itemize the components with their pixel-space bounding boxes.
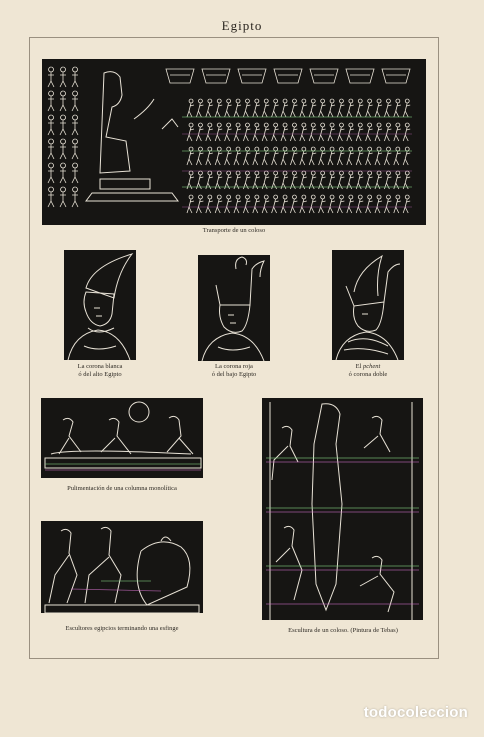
- hauler-figure: [196, 147, 203, 165]
- boat-figure: [238, 69, 266, 83]
- attendant-figure: [72, 187, 78, 207]
- hauler-figure: [187, 123, 194, 141]
- hauler-figure: [366, 123, 373, 141]
- double-crown-engraving: [332, 250, 404, 360]
- hauler-figure: [347, 147, 354, 165]
- attendant-figure: [60, 91, 66, 111]
- attendant-figure: [48, 115, 54, 135]
- hauler-figure: [234, 123, 241, 141]
- white-crown-engraving: [64, 250, 136, 360]
- caption-white-crown-line2: ó del alto Egipto: [78, 371, 122, 378]
- page-title: Egipto: [221, 18, 263, 33]
- colossus-transport-engraving: [42, 59, 426, 225]
- hauler-figure: [187, 99, 194, 117]
- hauler-figure: [272, 195, 279, 213]
- hauler-figure: [281, 147, 288, 165]
- hauler-figure: [356, 147, 363, 165]
- hauler-figure: [196, 99, 203, 117]
- hauler-figure: [319, 171, 326, 189]
- hauler-figure: [290, 147, 297, 165]
- hauler-figure: [328, 99, 335, 117]
- hauler-figure: [253, 195, 260, 213]
- hauler-figure: [281, 171, 288, 189]
- hauler-figure: [243, 171, 250, 189]
- hauler-figure: [215, 147, 222, 165]
- caption-red-crown: [186, 363, 282, 379]
- hauler-figure: [187, 171, 194, 189]
- hauler-figure: [394, 99, 401, 117]
- boat-figure: [310, 69, 338, 83]
- hauler-figure: [187, 147, 194, 165]
- hauler-figure: [206, 123, 213, 141]
- attendant-figure: [60, 115, 66, 135]
- hauler-figure: [253, 123, 260, 141]
- hauler-figure: [196, 123, 203, 141]
- hauler-figure: [225, 195, 232, 213]
- attendant-figure: [48, 67, 54, 87]
- hauler-figure: [206, 147, 213, 165]
- sphinx-engraving: [41, 521, 203, 613]
- hauler-figure: [243, 195, 250, 213]
- hauler-figure: [366, 99, 373, 117]
- attendant-figure: [72, 115, 78, 135]
- hauler-figure: [347, 99, 354, 117]
- attendant-figure: [72, 139, 78, 159]
- hauler-figure: [384, 99, 391, 117]
- hauler-figure: [328, 195, 335, 213]
- hauler-figure: [290, 123, 297, 141]
- hauler-figure: [272, 171, 279, 189]
- hauler-figure: [234, 99, 241, 117]
- caption-double-crown-article: El: [355, 363, 364, 370]
- hauler-figure: [347, 171, 354, 189]
- hauler-figure: [243, 123, 250, 141]
- hauler-figure: [328, 147, 335, 165]
- hauler-figure: [337, 171, 344, 189]
- caption-red-crown-line1: La corona roja: [215, 363, 253, 370]
- hauler-figure: [290, 195, 297, 213]
- boat-figure: [274, 69, 302, 83]
- hauler-figure: [253, 99, 260, 117]
- hauler-figure: [319, 99, 326, 117]
- hauler-figure: [300, 195, 307, 213]
- hauler-figure: [356, 195, 363, 213]
- hauler-figure: [384, 147, 391, 165]
- hauler-figure: [356, 171, 363, 189]
- caption-double-crown: [320, 363, 416, 379]
- hauler-figure: [319, 195, 326, 213]
- hauler-figure: [253, 147, 260, 165]
- caption-white-crown-line1: La corona blanca: [77, 363, 123, 370]
- caption-white-crown: [52, 363, 148, 379]
- hauler-figure: [309, 99, 316, 117]
- hauler-figure: [281, 123, 288, 141]
- hauler-figure: [337, 99, 344, 117]
- hauler-figure: [403, 195, 410, 213]
- attendant-figure: [48, 139, 54, 159]
- hauler-figure: [225, 171, 232, 189]
- hauler-figure: [206, 171, 213, 189]
- hauler-figure: [375, 123, 382, 141]
- hauler-figure: [253, 171, 260, 189]
- hauler-figure: [262, 147, 269, 165]
- hauler-figure: [375, 147, 382, 165]
- hauler-figure: [394, 147, 401, 165]
- hauler-figure: [384, 123, 391, 141]
- hauler-figure: [225, 123, 232, 141]
- hauler-figure: [215, 195, 222, 213]
- hauler-figure: [328, 171, 335, 189]
- attendant-figure: [60, 67, 66, 87]
- caption-double-crown-line2: ó corona doble: [348, 371, 388, 378]
- hauler-figure: [206, 195, 213, 213]
- caption-red-crown-line2: ó del bajo Egipto: [211, 371, 257, 378]
- hauler-figure: [272, 123, 279, 141]
- attendant-figure: [48, 163, 54, 183]
- hauler-figure: [309, 123, 316, 141]
- attendant-figure: [48, 91, 54, 111]
- hauler-figure: [225, 99, 232, 117]
- hauler-figure: [347, 195, 354, 213]
- caption-colossus: Escultura de un coloso. (Pintura de Tebas): [288, 627, 398, 634]
- hauler-figure: [366, 171, 373, 189]
- hauler-figure: [243, 99, 250, 117]
- hauler-figure: [384, 195, 391, 213]
- hauler-figure: [403, 147, 410, 165]
- hauler-figure: [337, 147, 344, 165]
- caption-sphinx: Escultores egipcios terminando una esfinge: [65, 625, 179, 632]
- caption-transport: Transporte de un coloso: [202, 227, 266, 234]
- caption-column: Pulimentación de una columna monolítica: [67, 485, 177, 492]
- attendant-figure: [72, 91, 78, 111]
- hauler-figure: [337, 123, 344, 141]
- hauler-figure: [243, 147, 250, 165]
- hauler-figure: [375, 195, 382, 213]
- hauler-figure: [394, 123, 401, 141]
- hauler-figure: [290, 99, 297, 117]
- hauler-figure: [281, 195, 288, 213]
- hauler-figure: [300, 171, 307, 189]
- attendant-figure: [72, 163, 78, 183]
- hauler-figure: [281, 99, 288, 117]
- hauler-figure: [300, 147, 307, 165]
- hauler-figure: [262, 195, 269, 213]
- hauler-figure: [234, 147, 241, 165]
- hauler-figure: [300, 123, 307, 141]
- hauler-figure: [300, 99, 307, 117]
- hauler-figure: [215, 171, 222, 189]
- hauler-figure: [206, 99, 213, 117]
- hauler-figure: [225, 147, 232, 165]
- boat-figure: [382, 69, 410, 83]
- hauler-figure: [328, 123, 335, 141]
- watermark: todocoleccion: [363, 704, 468, 721]
- hauler-figure: [309, 195, 316, 213]
- hauler-figure: [366, 147, 373, 165]
- boat-figure: [166, 69, 194, 83]
- hauler-figure: [366, 195, 373, 213]
- hauler-figure: [394, 171, 401, 189]
- hauler-figure: [337, 195, 344, 213]
- hauler-figure: [319, 147, 326, 165]
- attendant-figure: [48, 187, 54, 207]
- hauler-figure: [187, 195, 194, 213]
- hauler-figure: [196, 195, 203, 213]
- hauler-figure: [384, 171, 391, 189]
- hauler-figure: [356, 99, 363, 117]
- hauler-figure: [375, 99, 382, 117]
- hauler-figure: [272, 99, 279, 117]
- attendant-figure: [72, 67, 78, 87]
- attendant-figure: [60, 139, 66, 159]
- hauler-figure: [290, 171, 297, 189]
- hauler-figure: [234, 195, 241, 213]
- boat-figure: [202, 69, 230, 83]
- hauler-figure: [403, 171, 410, 189]
- attendant-figure: [60, 163, 66, 183]
- hauler-figure: [234, 171, 241, 189]
- hauler-figure: [356, 123, 363, 141]
- hauler-figure: [262, 171, 269, 189]
- hauler-figure: [394, 195, 401, 213]
- hauler-figure: [215, 99, 222, 117]
- hauler-figure: [347, 123, 354, 141]
- hauler-figure: [403, 123, 410, 141]
- attendant-figure: [60, 187, 66, 207]
- colossus-sculpture-engraving: [262, 398, 423, 620]
- red-crown-engraving: [198, 255, 270, 361]
- hauler-figure: [375, 171, 382, 189]
- hauler-figure: [262, 99, 269, 117]
- caption-double-crown-term: pchent: [363, 363, 381, 370]
- hauler-figure: [272, 147, 279, 165]
- hauler-figure: [319, 123, 326, 141]
- caption-double-crown-line1: [320, 363, 416, 371]
- hauler-figure: [309, 147, 316, 165]
- column-polishing-engraving: [41, 398, 203, 478]
- boat-figure: [346, 69, 374, 83]
- hauler-figure: [309, 171, 316, 189]
- hauler-figure: [215, 123, 222, 141]
- hauler-figure: [262, 123, 269, 141]
- hauler-figure: [196, 171, 203, 189]
- hauler-figure: [403, 99, 410, 117]
